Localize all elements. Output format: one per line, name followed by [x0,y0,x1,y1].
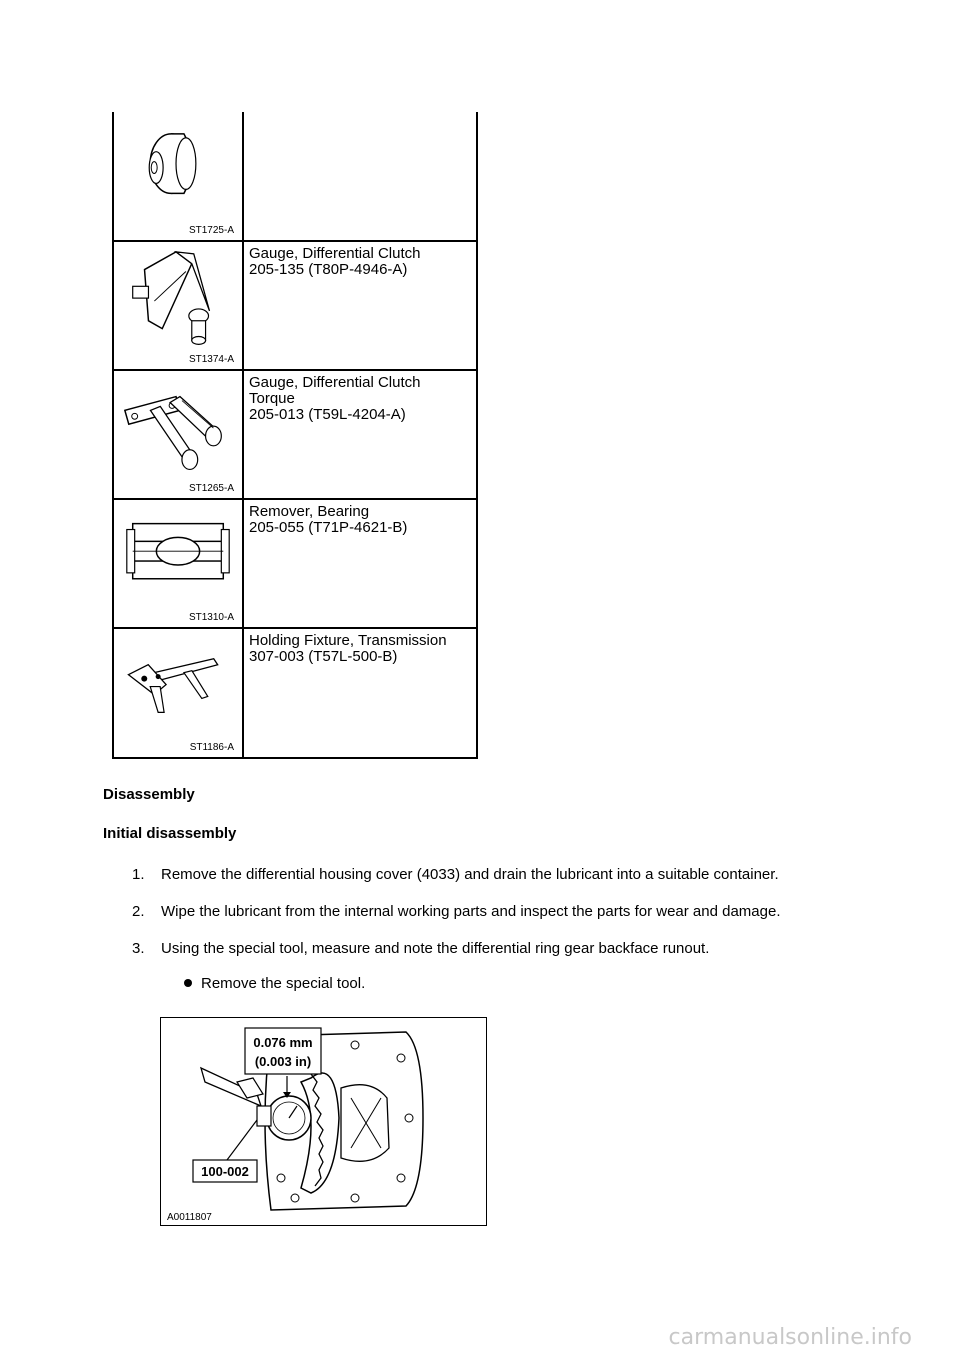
tool-callout-label: 100-002 [201,1164,249,1179]
step-text: Using the special tool, measure and note the differential ring gear backface runout. [161,940,710,957]
step-number: 3. [132,940,145,957]
tool-description-cell [243,628,477,758]
list-item [132,940,872,958]
tool-name: Remover, Bearing [249,503,370,520]
tool-code: ST1725-A [188,225,234,236]
step-number: 2. [132,903,145,920]
tool-name: Holding Fixture, Transmission [249,632,447,649]
tool-description-cell [243,112,477,241]
tool-image-cell [113,370,243,499]
runout-illustration [161,1018,487,1226]
tool-image-cell [113,112,243,241]
torque-gauge-illustration [114,371,242,498]
tool-description-cell [243,499,477,628]
list-item [132,866,872,884]
tool-code: ST1186-A [189,742,234,753]
table-row [113,628,477,758]
step-text: Remove the differential housing cover (4033) and drain the lubricant into a suitable container. [161,866,779,883]
figure-code: A0011807 [167,1212,212,1223]
watermark: carmanualsonline.info [668,1325,912,1350]
table-row [113,499,477,628]
tool-description-cell [243,370,477,499]
tool-code: ST1310-A [188,612,234,623]
tool-name-continued: Torque [249,390,295,407]
step-text: Wipe the lubricant from the internal working parts and inspect the parts for wear and damage. [161,903,781,920]
special-tools-table [112,112,478,759]
clutch-gauge-illustration [114,242,242,369]
tool-name: Gauge, Differential Clutch [249,245,421,262]
tool-image-cell [113,241,243,370]
tool-image-cell [113,499,243,628]
sub-bullet-text: Remove the special tool. [201,975,366,992]
table-row [113,241,477,370]
adapter-tool-illustration [114,112,242,240]
tool-number: 205-055 (T71P-4621-B) [249,519,408,536]
runout-figure [160,1017,487,1226]
measure-mm-label: 0.076 mm [253,1035,313,1050]
measure-in-label: (0.003 in) [254,1054,312,1069]
tool-image-cell [113,628,243,758]
holding-fixture-illustration [114,629,242,757]
list-item [132,903,872,921]
bullet-icon [184,979,192,987]
tool-number: 205-013 (T59L-4204-A) [249,406,406,423]
step-number: 1. [132,866,145,883]
section-title: Disassembly [103,786,195,803]
sub-bullet [184,975,365,992]
table-row [113,370,477,499]
tool-number: 205-135 (T80P-4946-A) [249,261,408,278]
tool-description-cell [243,241,477,370]
tool-name: Gauge, Differential Clutch [249,374,421,391]
steps-list [132,866,872,977]
table-row [113,112,477,241]
tool-number: 307-003 (T57L-500-B) [249,648,398,665]
tool-code: ST1265-A [188,483,234,494]
bearing-remover-illustration [114,500,242,627]
tool-code: ST1374-A [188,354,234,365]
subsection-title: Initial disassembly [103,825,237,842]
